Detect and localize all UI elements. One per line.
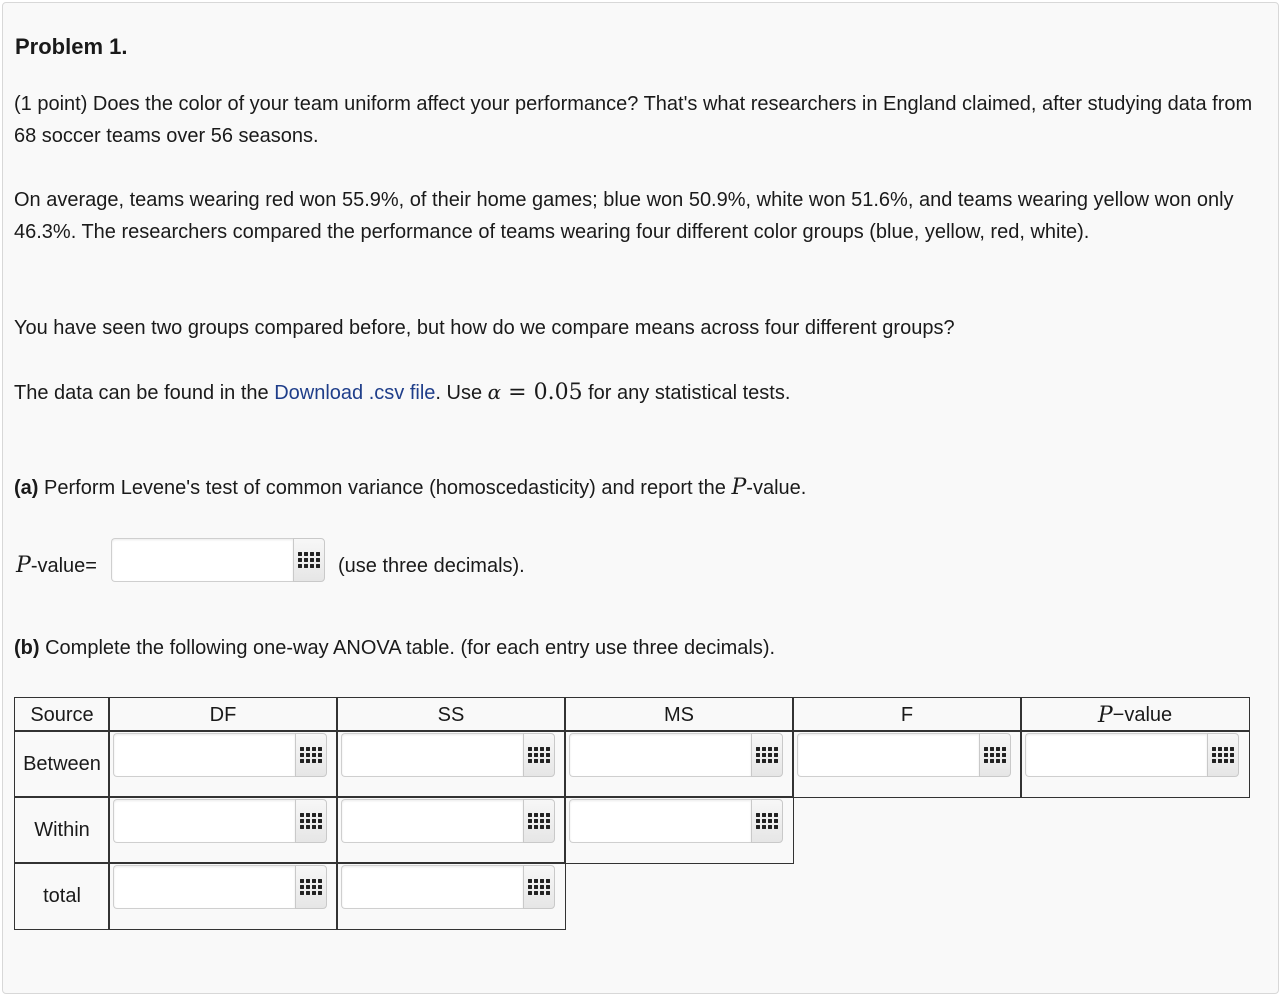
grid-icon bbox=[756, 747, 778, 763]
pvalue-label bbox=[16, 550, 97, 582]
header-pvalue-text: −value bbox=[1112, 703, 1173, 726]
within-ss-input[interactable] bbox=[341, 799, 523, 843]
part-a-text: Perform Levene's test of common variance (homoscedasticity) and report the bbox=[38, 477, 732, 499]
total-df-input[interactable] bbox=[113, 865, 295, 909]
equation-palette-button[interactable] bbox=[751, 799, 783, 843]
between-df-answer bbox=[113, 733, 327, 777]
levene-pvalue-input[interactable] bbox=[111, 538, 293, 582]
between-pvalue-input[interactable] bbox=[1025, 733, 1207, 777]
grid-icon bbox=[984, 747, 1006, 763]
total-ss-input[interactable] bbox=[341, 865, 523, 909]
equals-sign: = bbox=[501, 380, 534, 405]
between-f-answer bbox=[797, 733, 1011, 777]
within-df-input[interactable] bbox=[113, 799, 295, 843]
within-ss-answer bbox=[341, 799, 555, 843]
equation-palette-button[interactable] bbox=[979, 733, 1011, 777]
problem-title: Problem 1. bbox=[15, 34, 128, 59]
para4-pre: The data can be found in the bbox=[14, 382, 275, 404]
pvalue-hint: (use three decimals). bbox=[338, 555, 525, 577]
equation-palette-button[interactable] bbox=[523, 799, 555, 843]
part-b-question bbox=[14, 632, 1254, 664]
between-ss-answer bbox=[341, 733, 555, 777]
points-label: (1 point) bbox=[14, 93, 88, 115]
total-df-answer bbox=[113, 865, 327, 909]
between-ms-input[interactable] bbox=[569, 733, 751, 777]
para4-mid: . Use bbox=[435, 382, 488, 404]
within-df-answer bbox=[113, 799, 327, 843]
between-ms-answer bbox=[569, 733, 783, 777]
grid-icon bbox=[528, 813, 550, 829]
problem-paragraph-2: On average, teams wearing red won 55.9%, of their home games; blue won 50.9%, white won 51.6%, and teams wearing yellow won only 46.3%. The researchers compared the performance of teams wearing four different color groups (blue, yellow, red, white). bbox=[14, 189, 1234, 243]
part-b-label: (b) bbox=[14, 637, 40, 659]
equation-palette-button[interactable] bbox=[523, 865, 555, 909]
pvalue-label-text: -value= bbox=[30, 555, 97, 577]
alpha-value: 0.05 bbox=[533, 380, 583, 405]
grid-icon bbox=[300, 879, 322, 895]
row-label-within: Within bbox=[34, 818, 90, 841]
between-pvalue-answer bbox=[1025, 733, 1239, 777]
grid-icon bbox=[1212, 747, 1234, 763]
header-ms: MS bbox=[664, 703, 694, 726]
part-a-question bbox=[14, 472, 1254, 504]
row-label-total: total bbox=[43, 884, 81, 907]
between-df-input[interactable] bbox=[113, 733, 295, 777]
part-a-text-post: -value. bbox=[746, 477, 807, 499]
between-f-input[interactable] bbox=[797, 733, 979, 777]
grid-icon bbox=[300, 813, 322, 829]
problem-paragraph-4 bbox=[14, 376, 1254, 409]
equation-palette-button[interactable] bbox=[293, 538, 325, 582]
equation-palette-button[interactable] bbox=[295, 799, 327, 843]
equation-palette-button[interactable] bbox=[295, 733, 327, 777]
pvalue-label-symbol: P bbox=[16, 553, 31, 578]
part-a-label: (a) bbox=[14, 477, 39, 499]
equation-palette-button[interactable] bbox=[1207, 733, 1239, 777]
grid-icon bbox=[756, 813, 778, 829]
header-f: F bbox=[900, 703, 914, 726]
header-pvalue bbox=[1020, 700, 1250, 730]
between-ss-input[interactable] bbox=[341, 733, 523, 777]
within-ms-answer bbox=[569, 799, 783, 843]
header-source: Source bbox=[30, 703, 94, 726]
header-pvalue-symbol: P bbox=[1097, 702, 1113, 728]
header-ss: SS bbox=[437, 703, 465, 726]
equation-palette-button[interactable] bbox=[751, 733, 783, 777]
para4-post: for any statistical tests. bbox=[582, 382, 791, 404]
grid-icon bbox=[528, 879, 550, 895]
problem-intro bbox=[14, 88, 1254, 152]
part-b-text: Complete the following one-way ANOVA table. (for each entry use three decimals). bbox=[39, 637, 776, 659]
within-ms-input[interactable] bbox=[569, 799, 751, 843]
p-symbol: P bbox=[731, 475, 747, 500]
total-ss-answer bbox=[341, 865, 555, 909]
header-df: DF bbox=[209, 703, 237, 726]
alpha-symbol: α bbox=[487, 380, 502, 404]
grid-icon bbox=[528, 747, 550, 763]
grid-icon bbox=[300, 747, 322, 763]
levene-pvalue-answer bbox=[111, 538, 325, 582]
equation-palette-button[interactable] bbox=[295, 865, 327, 909]
problem-paragraph-3: You have seen two groups compared before, but how do we compare means across four different groups? bbox=[14, 317, 955, 339]
equation-palette-button[interactable] bbox=[523, 733, 555, 777]
intro-text: Does the color of your team uniform affect your performance? That's what researchers in England claimed, after studying data from 68 soccer teams over 56 seasons. bbox=[14, 93, 1253, 147]
row-label-between: Between bbox=[23, 752, 101, 775]
grid-icon bbox=[298, 552, 320, 568]
download-csv-link[interactable]: Download .csv file bbox=[274, 382, 436, 404]
